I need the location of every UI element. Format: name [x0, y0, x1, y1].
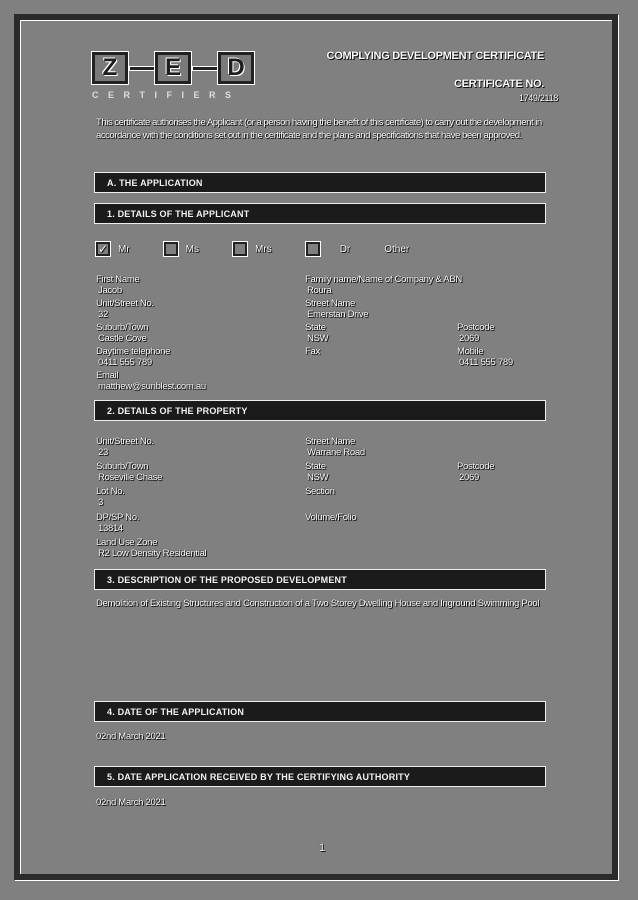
- logo-letter-e: E: [155, 52, 191, 84]
- field-value: 2069: [459, 472, 479, 483]
- field-value: 3: [98, 497, 103, 508]
- date-received: 02nd March 2021: [96, 797, 166, 808]
- field-value: Jacob: [98, 285, 122, 296]
- field-value: 0411 555 789: [98, 357, 152, 368]
- date-of-application: 02nd March 2021: [96, 731, 166, 742]
- field-label: Suburb/Town: [96, 461, 149, 472]
- checkbox-label-mrs: Mrs: [255, 243, 272, 255]
- field-label: Street Name: [305, 298, 356, 309]
- document-title: COMPLYING DEVELOPMENT CERTIFICATE: [326, 50, 544, 62]
- applicant-state: [305, 322, 328, 344]
- field-label: Unit/Street No.: [96, 298, 154, 309]
- field-value: 32: [98, 309, 108, 320]
- field-value: 13814: [98, 523, 123, 534]
- section-a-header: A. THE APPLICATION: [94, 172, 546, 193]
- field-value: 0411 555 789: [459, 357, 513, 368]
- certificate-no-value: 1749/2118: [518, 93, 558, 103]
- checkbox-mr[interactable]: ✓: [97, 242, 109, 256]
- applicant-email: [96, 370, 206, 392]
- applicant-unit-street-no: [96, 298, 154, 320]
- property-volume-folio: [305, 512, 356, 523]
- field-label: Mobile: [457, 346, 484, 357]
- intro-paragraph: This certificate authorises the Applicant (or a person having the benefit of this certificate) to carry out the development in accordance with the conditions set out in the certificate and the plans and specifications that have been approved.: [96, 117, 542, 141]
- property-lot-no: [96, 486, 125, 508]
- field-label: Fax: [305, 346, 320, 357]
- field-label: Suburb/Town: [96, 322, 149, 333]
- field-label: State: [305, 461, 326, 472]
- property-dp-sp-no: [96, 512, 139, 534]
- checkbox-label-dr: Dr: [339, 243, 351, 255]
- applicant-fax: [305, 346, 320, 357]
- property-section: [305, 486, 335, 497]
- applicant-postcode: [457, 322, 494, 344]
- checkbox-mrs[interactable]: [233, 242, 247, 256]
- checkbox-dr[interactable]: [306, 242, 320, 256]
- checkbox-label-mr: Mr: [118, 243, 130, 255]
- applicant-street-name: [305, 298, 368, 320]
- field-value: 23: [98, 447, 108, 458]
- applicant-mobile: [457, 346, 513, 368]
- title-checkbox-group: [96, 240, 409, 258]
- logo-connector: [130, 67, 154, 70]
- property-suburb: [96, 461, 162, 483]
- property-state: [305, 461, 328, 483]
- field-label: Volume/Folio: [305, 512, 357, 523]
- field-label: Street Name: [305, 436, 356, 447]
- applicant-daytime-phone: [96, 346, 170, 368]
- logo-connector: [193, 67, 217, 70]
- field-value: NSW: [307, 333, 329, 344]
- field-value: 2069: [459, 333, 479, 344]
- page-number: 1: [319, 842, 326, 854]
- logo-subtitle: CERTIFIERS: [92, 90, 241, 100]
- development-description: Demolition of Existing Structures and Construction of a Two Storey Dwelling House and Inground Swimming Pool: [96, 598, 540, 609]
- logo-letter-z: Z: [92, 52, 128, 84]
- section-4-header: 4. DATE OF THE APPLICATION: [94, 701, 546, 722]
- field-value: R2 Low Density Residential: [98, 548, 207, 559]
- field-label: DP/SP No.: [96, 512, 140, 523]
- checkbox-label-ms: Ms: [185, 243, 200, 255]
- property-street-name: [305, 436, 365, 458]
- field-value: Warrane Road: [307, 447, 365, 458]
- applicant-first-name: [96, 274, 139, 296]
- section-3-header: 3. DESCRIPTION OF THE PROPOSED DEVELOPMENT: [94, 569, 546, 590]
- field-label: Postcode: [457, 461, 495, 472]
- property-unit-street-no: [96, 436, 154, 458]
- property-land-use-zone: [96, 537, 206, 559]
- logo-letter-d: D: [218, 52, 254, 84]
- section-5-header: 5. DATE APPLICATION RECEIVED BY THE CERTIFYING AUTHORITY: [94, 766, 546, 787]
- property-postcode: [457, 461, 494, 483]
- applicant-family-name: [305, 274, 462, 296]
- field-label: Section: [305, 486, 335, 497]
- checkbox-ms[interactable]: [164, 242, 178, 256]
- field-value: NSW: [307, 472, 329, 483]
- field-label: State: [305, 322, 326, 333]
- zed-certifiers-logo: [92, 52, 254, 102]
- field-value: Castle Cove: [98, 333, 147, 344]
- field-value: matthew@sunblest.com.au: [98, 381, 206, 392]
- field-label: Postcode: [457, 322, 495, 333]
- field-label: Daytime telephone: [96, 346, 171, 357]
- field-label: Email: [96, 370, 119, 381]
- label-other: Other: [384, 243, 410, 255]
- field-label: First Name: [96, 274, 140, 285]
- field-value: Emerstan Drive: [307, 309, 369, 320]
- field-label: Land Use Zone: [96, 537, 158, 548]
- section-2-header: 2. DETAILS OF THE PROPERTY: [94, 400, 546, 421]
- field-label: Family name/Name of Company & ABN: [305, 274, 462, 285]
- applicant-suburb: [96, 322, 148, 344]
- field-label: Lot No.: [96, 486, 125, 497]
- field-value: Roura: [307, 285, 332, 296]
- field-label: Unit/Street No.: [96, 436, 154, 447]
- section-1-header: 1. DETAILS OF THE APPLICANT: [94, 203, 546, 224]
- certificate-no-label: CERTIFICATE NO.: [453, 78, 544, 90]
- field-value: Roseville Chase: [98, 472, 163, 483]
